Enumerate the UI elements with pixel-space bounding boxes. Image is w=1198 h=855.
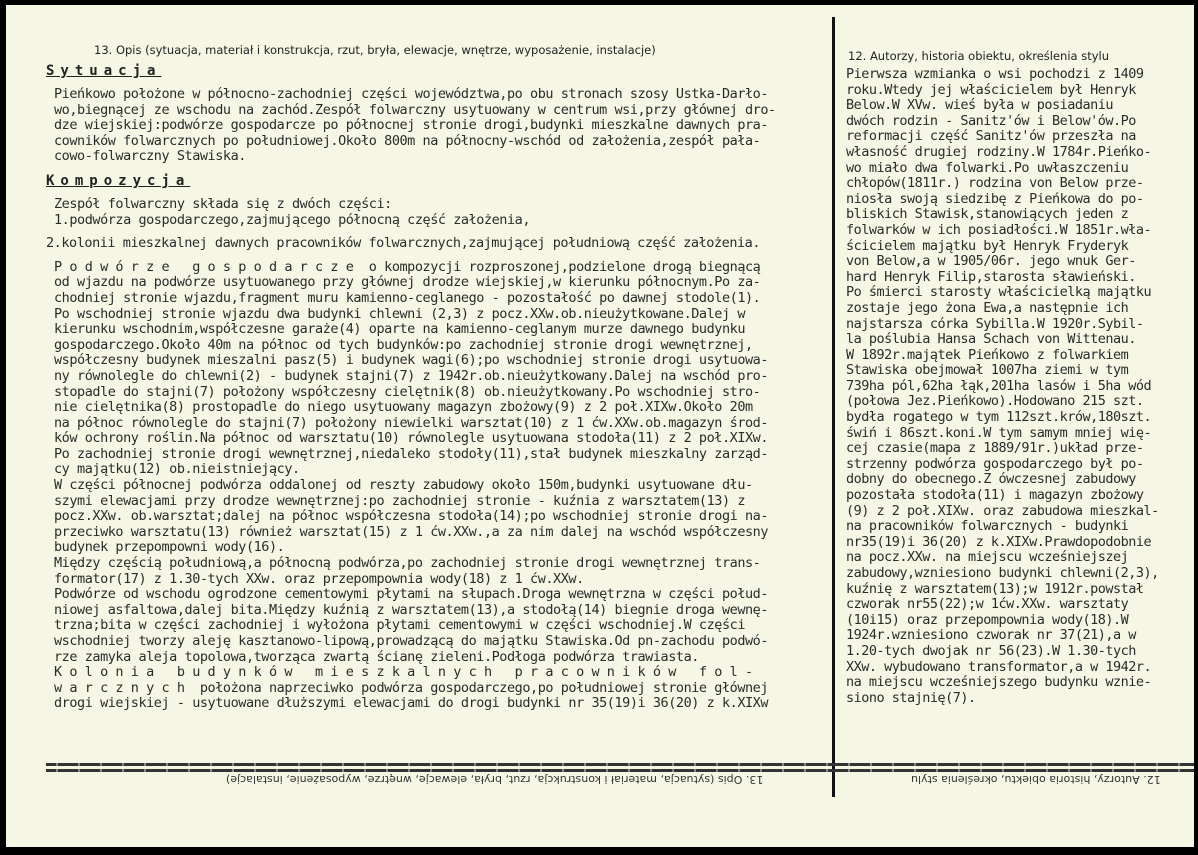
history-header: 12. Autorzy, historia obiektu, określenia stylu — [848, 49, 1110, 63]
history-column — [842, 49, 1192, 706]
description-header: 13. Opis (sytuacja, materiał i konstrukcja, rzut, bryła, elewacje, wnętrze, wyposażenie, instalacje) — [94, 43, 656, 57]
composition-intro: Zespół folwarczny składa się z dwóch części: 1.podwórza gospodarczego,zajmującego północną część założenia, — [54, 195, 531, 228]
document-card — [6, 5, 1194, 847]
footer-rule — [46, 769, 1194, 772]
footer-rule — [46, 763, 1194, 766]
history-text: Pierwsza wzmianka o wsi pochodzi z 1409 roku.Wtedy jej właścicielem był Henryk Below.W XVw. wieś była w posiadaniu dwóch rodzin - Sanitz'ów i Below'ów.Po reformacji część Sanitz'ów przeszła na własność drugiej rodziny.W 1784r.Pieńko- wo miało dwa folwarki.Po uwłaszczeniu chłopów(1811r.) rodzina von Below prze- niosła swoją siedzibę z Pieńkowa do po- bliskich Stawisk,stanowiących jeden z folwarków w ich posiadłości.W 1851r.wła- ścicielem majątku był Henryk Fryderyk von Below,a w 1905/06r. jego wnuk Ger- hard Henryk Filip,starosta sławieński. Po śmierci starosty właścicielką majątku zostaje jego żona Ewa,a następnie ich najstarsza córka Sybilla.W 1920r.Sybil- la poślubia Hansa Schach von Wittenau. W 1892r.majątek Pieńkowo z folwarkiem Stawiska obejmował 1007ha ziemi w tym 739ha pól,62ha łąk,201ha lasów i 5ha wód (połowa Jez.Pieńkowo).Hodowano 215 szt. bydła rogatego w tym 112szt.krów,180szt. świń i 86szt.koni.W tym samym mniej wię- cej czasie(mapa z 1889/91r.)układ prze- strzenny podwórza gospodarczego był po- dobny do obecnego.Z ówczesnej zabudowy pozostała stodoła(11) i magazyn zbożowy (9) z 2 poł.XIXw. oraz zabudowa mieszkal- na pracowników folwarcznych - budynki nr35(19)i 36(20) z k.XIXw.Prawdopodobnie na pocz.XXw. na miejscu wcześniejszej zabudowy,wzniesiono budynki chlewni(2,3), kuźnię z warsztatem(13);w 1912r.powstał czworak nr55(22);w 1ćw.XXw. warsztaty (10i15) oraz przepompownia wody(18).W 1924r.wzniesiono czworak nr 37(21),a w 1.20-tych dwojak nr 56(23).W 1.30-tych XXw. wybudowano transformator,a w 1942r. na miejscu wcześniejszego budynku wznie- siono stajnię(7). — [846, 66, 1159, 706]
composition-body: P o d w ó r z e g o s p o d a r c z e o kompozycji rozproszonej,podzielone drogą biegnącą od wjazdu na podwórze usytuowanego przy głównej drodze wiejskiej,w kierunku północnym.Po za- chodniej stronie wjazdu,fragment muru kamienno-ceglanego - pozostałość po dawnej stodole(1). Po wschodniej stronie wjazdu dwa budynki chlewni (2,3) z pocz.XXw.ob.nieużytkowane.Dalej w kierunku wschodnim,współczesne garaże(4) oparte na kamienno-ceglanym murze dawnego budynku gospodarczego.Około 40m na północ od tych budynków:po zachodniej stronie drogi wewnętrznej, współczesny budynek mieszalni pasz(5) i budynek wagi(6);po wschodniej stronie drogi usytuowa- ny równolegle do chlewni(2) - budynek stajni(7) z 1942r.ob.nieużytkowany.Dalej na wschód pro- stopadle do stajni(7) położony współczesny cielętnik(8) ob.nieużytkowany.Po wschodniej stro- nie cielętnika(8) prostopadle do niego usytuowany magazyn zbożowy(9) z 2 poł.XIXw.Około 20m na północ równolegle do stajni(7) położony niewielki warsztat(10) z 1 ćw.XXw.ob.magazyn środ- ków ochrony roślin.Na północ od warsztatu(10) równolegle usytuowana stodoła(11) z 2 poł.XIXw. Po zachodniej stronie drogi wewnętrznej,niedaleko stodoły(11),stał budynek mieszkalny zarząd- cy majątku(12) ob.nieistniejący. W części północnej podwórza oddalonej od reszty zabudowy około 150m,budynki usytuowane dłu- szymi elewacjami przy drodze wewnętrznej:po zachodniej stronie - kuźnia z warsztatem(13) z pocz.XXw. ob.warsztat;dalej na północ współczesna stodoła(14);po wschodniej stronie drogi na- przeciwko warsztatu(13) również warsztat(15) z 1 ćw.XXw.,a za nim dalej na wschód współczesny budynek przepompowni wody(16). Między częścią południową,a północną podwórza,po zachodniej stronie drogi wewnętrznej trans- formator(17) z 1.30-tych XXw. oraz przepompownia wody(18) z 1 ćw.XXw. Podwórze od wschodu ogrodzone cementowymi płytami na słupach.Droga wewnętrzna w części połud- niowej asfaltowa,dalej bita.Między kuźnią z warsztatem(13),a stodołą(14) biegnie droga wewnę- trzna;bita w części zachodniej i wyłożona płytami cementowymi w części wschodniej.W części wschodniej tworzy aleję kasztanowo-lipową,prowadzącą do majątku Stawiska.Od pn-zachodu podwó- rze zamyka aleja topolowa,tworząca zwartą ścianę zieleni.Podłoga podwórza trawiasta. K o l o n i a b u d y n k ó w m i e s z k a l n y c h p r a c o w n i k ó w f o l - w a r c z n y c h położona naprzeciwko podwórza gospodarczego,po południowej stronie głównej drogi wiejskiej - usytuowane dłuższymi elewacjami do drogi budynki nr 35(19)i 36(20) z k.XIXw — [54, 258, 769, 712]
situation-text: Pieńkowo położone w północno-zachodniej części województwa,po obu stronach szosy Ustka-Darło- wo,biegnącej ze wschodu na zachód.Zespół folwarczny usytuowany w centrum wsi,przy głównej dro- dze wiejskiej:podwórze gospodarcze po północnej stronie drogi,budynki mieszkalne dawnych pra- cowników folwarcznych po południowej.Około 800m na północny-wschód od założenia,zespół pała- cowo-folwarczny Stawiska. — [54, 86, 776, 165]
column-divider — [832, 17, 835, 797]
footer-band — [46, 761, 1194, 797]
footer-flipped-history-header: 12. Autorzy, historia obiektu, określenia stylu — [911, 773, 1161, 786]
composition-item-2: 2.kolonii mieszkalnej dawnych pracowników folwarcznych,zajmującej południową część założenia. — [46, 235, 761, 252]
footer-flipped-description-header: 13. Opis (sytuacja, materiał i konstrukcja, rzut, bryła, elewacje, wnętrze, wyposażenie, instalacje) — [226, 773, 764, 786]
situation-title: Sytuacja — [46, 63, 162, 79]
description-column — [46, 43, 831, 712]
composition-title: Kompozycja — [46, 172, 191, 189]
